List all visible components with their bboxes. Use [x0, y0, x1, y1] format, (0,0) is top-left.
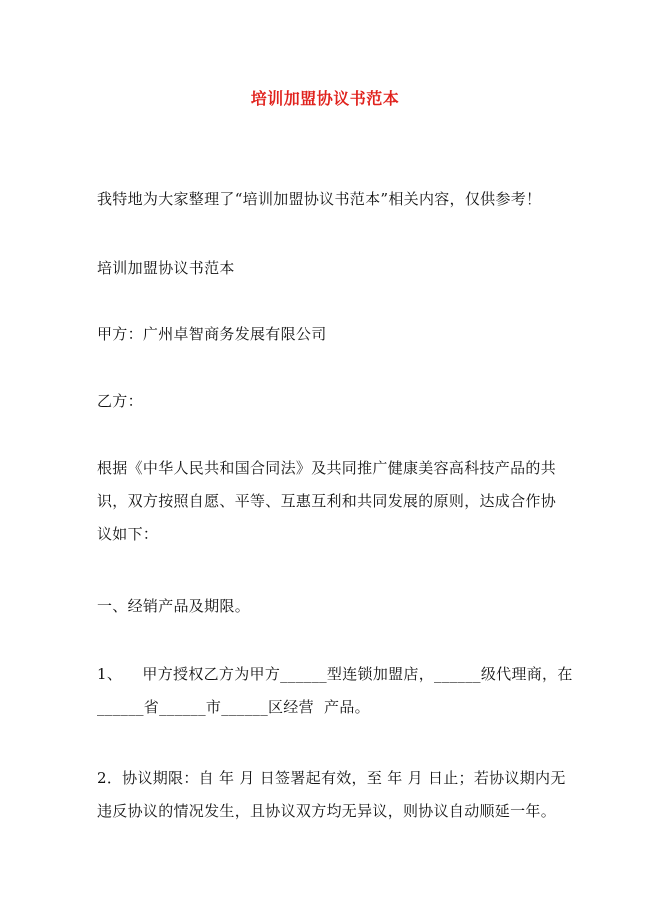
- section-1-heading: 一、经销产品及期限。: [97, 597, 251, 615]
- document-title: 培训加盟协议书范本: [250, 89, 400, 108]
- clause-2-paragraph: [97, 762, 566, 828]
- party-a-line: 甲方：广州卓智商务发展有限公司: [97, 325, 327, 343]
- clause-2-line: 2．协议期限：自 年 月 日签署起有效，至 年 月 日止；若协议期内无: [97, 769, 566, 787]
- preamble-line: 议如下：: [97, 525, 159, 543]
- clause-1-paragraph: [97, 658, 573, 724]
- agreement-subtitle: 培训加盟协议书范本: [97, 259, 235, 277]
- intro-paragraph: 我特地为大家整理了“培训加盟协议书范本”相关内容，仅供参考！: [97, 190, 542, 208]
- clause-1-line: 1、 甲方授权乙方为甲方______型连锁加盟店，______级代理商，在: [97, 665, 573, 683]
- clause-1-line: ______省______市______区经营 产品。: [97, 698, 370, 716]
- preamble-line: 识，双方按照自愿、平等、互惠互利和共同发展的原则，达成合作协: [97, 492, 557, 510]
- clause-2-line: 违反协议的情况发生，且协议双方均无异议，则协议自动顺延一年。: [97, 802, 557, 820]
- preamble-paragraph: [97, 452, 559, 551]
- party-b-line: 乙方：: [97, 392, 143, 410]
- preamble-line: 根据《中华人民共和国合同法》及共同推广健康美容高科技产品的共: [97, 459, 557, 477]
